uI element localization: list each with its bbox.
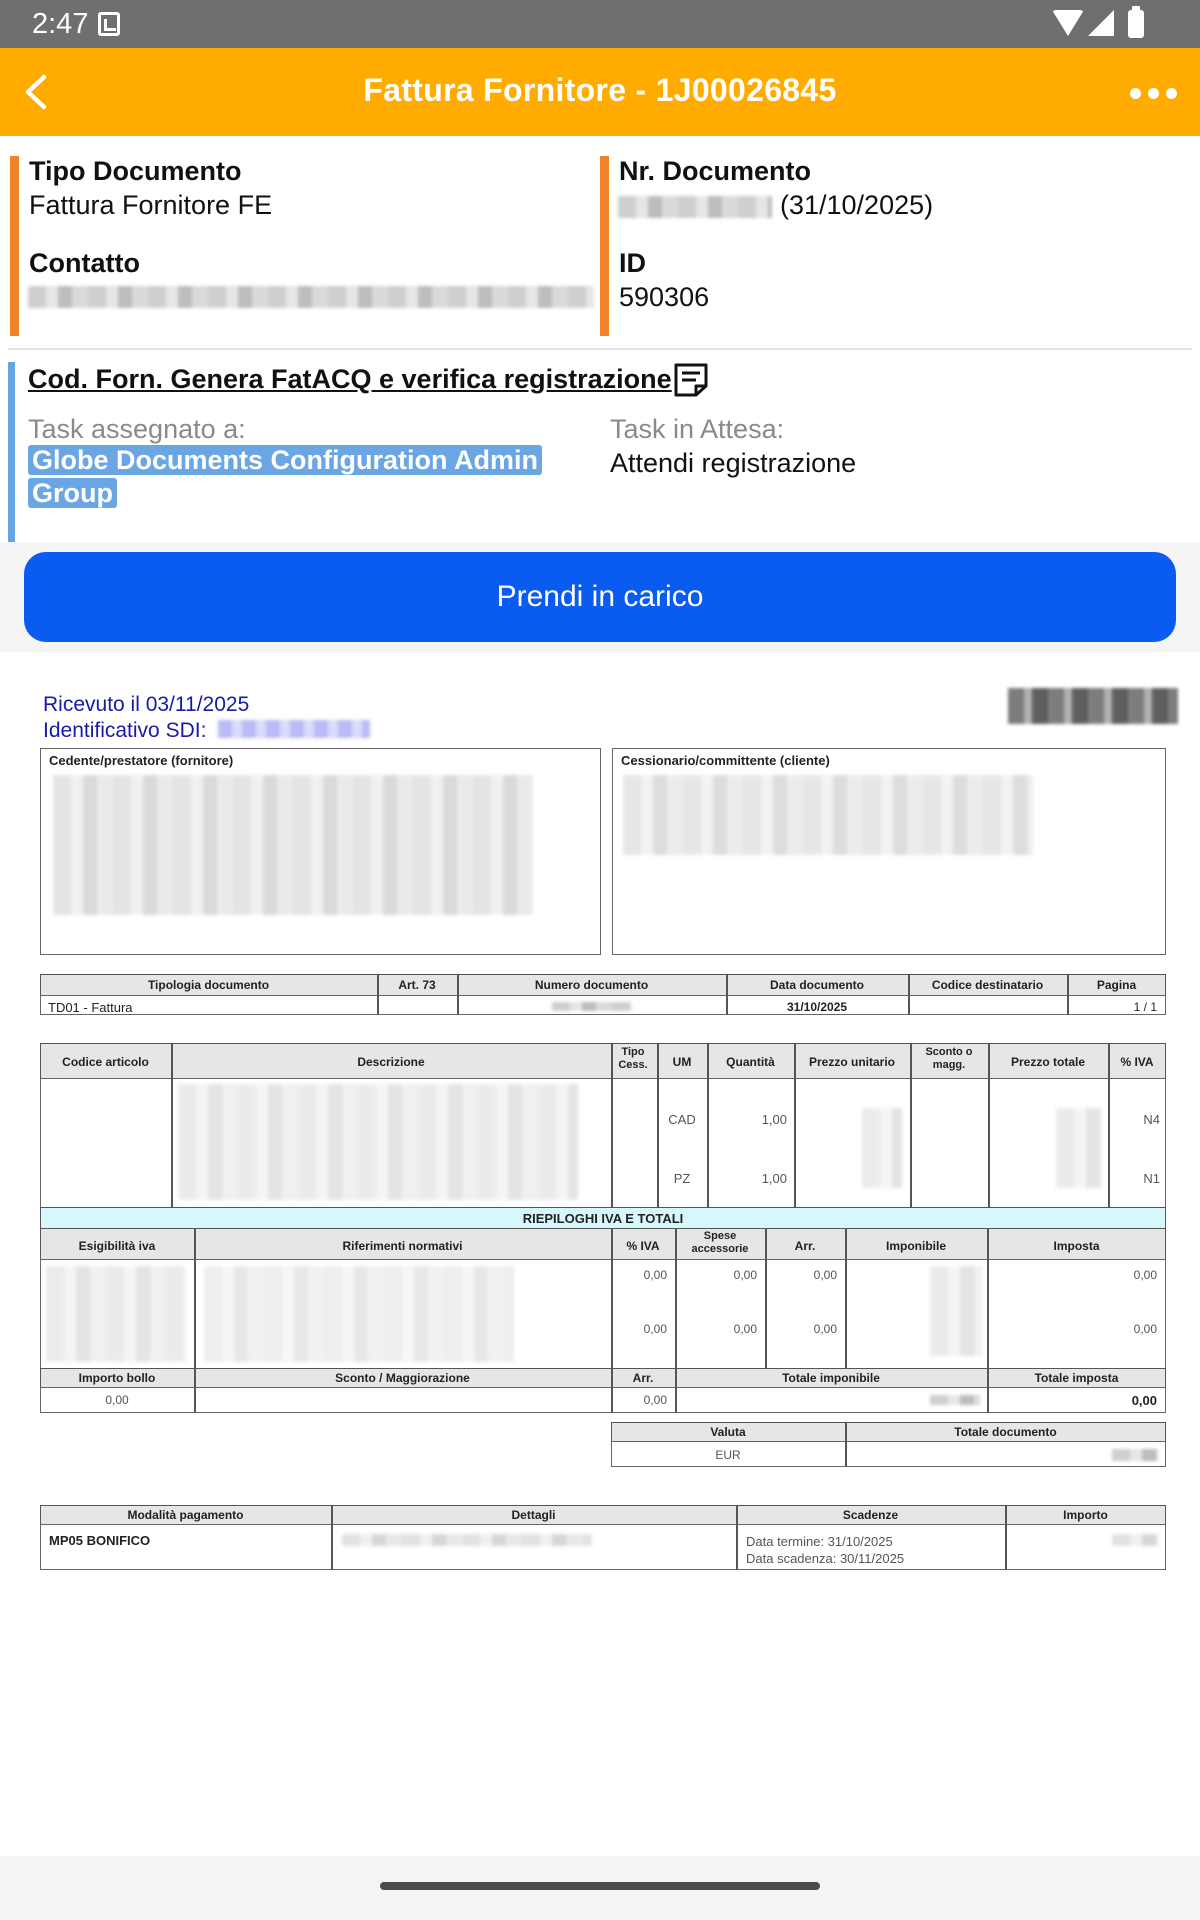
sum-row1-iva: 0,00 [643,1268,667,1282]
nr-documento-redacted [618,196,772,218]
invoice-preview [0,652,1200,1852]
info-accent-bar-left [10,156,19,336]
val-numero-redacted [552,1002,632,1011]
id-value: 590306 [619,282,710,312]
dettagli-redacted [342,1534,592,1546]
nr-documento-label: Nr. Documento [619,156,812,186]
totale-documento-redacted [1112,1449,1158,1461]
id-label: ID [619,248,646,278]
app-bar [0,48,1200,136]
esigibilita-redacted [46,1266,186,1362]
col-scadenze: Scadenze [842,1508,899,1522]
col-tipo-cess: Tipo Cess. [618,1046,648,1071]
page-title: Fattura Fornitore - 1J00026845 [363,72,837,108]
cessionario-label: Cessionario/committente (cliente) [621,753,830,768]
val-data-scadenza: Data scadenza: 30/11/2025 [746,1551,905,1566]
val-totale-imposta: 0,00 [1131,1393,1157,1408]
notes-icon[interactable] [672,362,710,398]
col-codice-articolo: Codice articolo [62,1055,149,1069]
col-art73: Art. 73 [398,978,436,992]
col-um: UM [672,1055,692,1069]
section-divider [8,348,1192,350]
nr-documento-date: (31/10/2025) [780,190,934,220]
col-importo: Importo [1063,1508,1108,1522]
sum-row2-imposta: 0,00 [1133,1322,1157,1336]
cedente-redacted [53,775,533,915]
status-time: 2:47 [32,8,89,40]
col-modalita: Modalità pagamento [127,1508,244,1522]
cessionario-redacted [623,775,1033,855]
val-pagina: 1 / 1 [1133,1000,1157,1014]
col-data: Data documento [769,978,864,992]
col-prezzo-totale: Prezzo totale [1010,1055,1085,1069]
cell-signal-icon [1088,10,1114,36]
col-iva: % IVA [1120,1055,1154,1069]
val-data: 31/10/2025 [786,1000,848,1014]
summary-title: RIEPILOGHI IVA E TOTALI [522,1211,684,1226]
row2-qty: 1,00 [761,1171,787,1186]
task-waiting-value: Attendi registrazione [610,448,857,478]
task-assigned-group [28,444,538,510]
col-valuta: Valuta [710,1425,746,1439]
imponibile-redacted [930,1266,982,1356]
col-tipologia: Tipologia documento [147,978,270,992]
col-sconto: Sconto o magg. [925,1046,973,1071]
riferimenti-redacted [204,1266,514,1362]
task-title-link[interactable]: Cod. Forn. Genera FatACQ e verifica registrazione [28,364,672,394]
col-sconto-magg: Sconto / Maggiorazione [335,1371,470,1385]
sum-row1-spese: 0,00 [733,1268,757,1282]
val-tot-arr: 0,00 [643,1393,667,1407]
task-card [8,362,1192,542]
sdi-label: Identificativo SDI: [43,719,207,742]
logo-redacted [1008,688,1178,724]
document-info [0,136,1200,350]
col-imponibile: Imponibile [886,1239,946,1253]
col-imposta: Imposta [1053,1239,1100,1253]
val-importo-bollo: 0,00 [105,1393,129,1407]
cedente-label: Cedente/prestatore (fornitore) [49,753,234,768]
col-esigibilita: Esigibilità iva [78,1239,156,1253]
totale-imponibile-redacted [930,1395,980,1405]
col-prezzo-unitario: Prezzo unitario [808,1055,895,1069]
contatto-value-redacted [28,286,594,308]
tipo-documento-label: Tipo Documento [29,156,242,186]
descrizione-redacted [178,1084,578,1200]
sum-row2-spese: 0,00 [733,1322,757,1336]
row2-iva: N1 [1143,1171,1160,1186]
col-riferimenti: Riferimenti normativi [342,1239,463,1253]
action-area [0,542,1200,652]
col-pagina: Pagina [1096,978,1137,992]
task-assigned-label: Task assegnato a: [28,414,246,444]
val-tipologia: TD01 - Fattura [48,1000,133,1015]
home-indicator[interactable] [380,1882,820,1890]
col-importo-bollo: Importo bollo [78,1371,156,1385]
more-options-icon[interactable] [1130,88,1178,100]
col-descrizione: Descrizione [357,1055,425,1069]
val-modalita: MP05 BONIFICO [49,1533,151,1548]
col-totale-documento: Totale documento [954,1425,1057,1439]
cessionario-box [612,748,1166,955]
row1-um: CAD [668,1112,696,1127]
screenshot-notification-icon [98,12,120,36]
payment-table-body [40,1524,1166,1570]
battery-icon [1128,10,1144,38]
task-assigned-value: Globe Documents Configuration Admin Group [28,445,542,508]
col-arr: Arr. [794,1239,816,1253]
take-charge-button[interactable]: Prendi in carico [24,552,1176,642]
sdi-value-redacted [218,720,370,738]
col-tot-arr: Arr. [632,1371,654,1385]
col-spese: Spese accessorie [691,1230,749,1255]
info-accent-bar-right [600,156,609,336]
row1-qty: 1,00 [761,1112,787,1127]
task-waiting-label: Task in Attesa: [610,414,785,444]
importo-redacted [1112,1534,1158,1546]
row2-um: PZ [673,1171,691,1186]
status-bar [0,0,1200,48]
val-valuta: EUR [715,1448,741,1462]
col-numero: Numero documento [534,978,649,992]
wifi-icon [1052,10,1084,36]
col-dettagli: Dettagli [511,1508,556,1522]
row1-iva: N4 [1143,1112,1160,1127]
prezzo-totale-redacted [1056,1108,1102,1188]
sum-row2-iva: 0,00 [643,1322,667,1336]
val-data-termine: Data termine: 31/10/2025 [746,1534,893,1549]
received-date: Ricevuto il 03/11/2025 [43,693,250,716]
col-quantita: Quantità [726,1055,775,1069]
sum-row1-imposta: 0,00 [1133,1268,1157,1282]
tipo-documento-value: Fattura Fornitore FE [29,190,273,220]
col-perc-iva: % IVA [626,1239,660,1253]
task-accent-bar [8,362,15,542]
sum-row1-arr: 0,00 [813,1268,837,1282]
contatto-label: Contatto [29,248,140,278]
col-totale-imposta: Totale imposta [1034,1371,1119,1385]
sum-row2-arr: 0,00 [813,1322,837,1336]
col-codice-dest: Codice destinatario [931,978,1044,992]
cedente-box [40,748,601,955]
prezzo-unitario-redacted [862,1108,902,1188]
col-totale-imponibile: Totale imponibile [782,1371,880,1385]
